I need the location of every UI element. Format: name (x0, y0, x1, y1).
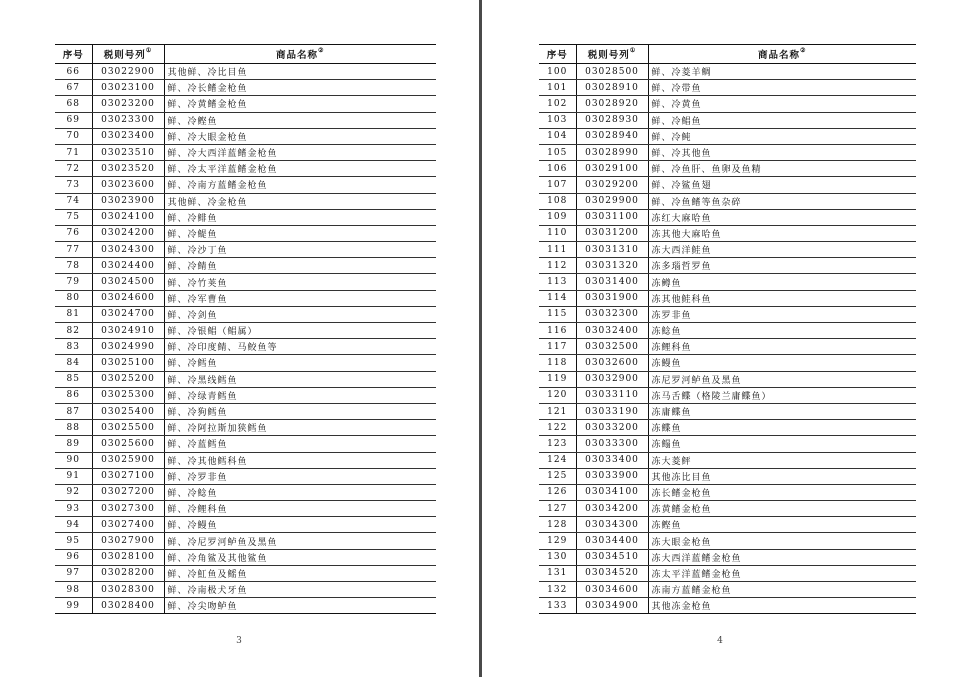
cell-serial-number: 77 (55, 242, 92, 258)
cell-product-name: 鲜、冷黄鳍金枪鱼 (164, 96, 436, 112)
footnote-marker: ① (145, 47, 153, 54)
cell-serial-number: 125 (539, 468, 576, 484)
page-number: 4 (717, 636, 723, 646)
cell-product-name: 鲜、冷阿拉斯加狭鳕鱼 (164, 420, 436, 436)
cell-tariff-code: 03029900 (576, 193, 648, 209)
table-row (55, 339, 436, 355)
cell-tariff-code: 03033190 (576, 403, 648, 419)
table-row (55, 598, 436, 614)
table-row (55, 355, 436, 371)
cell-serial-number: 86 (55, 387, 92, 403)
cell-serial-number: 114 (539, 290, 576, 306)
cell-product-name: 鲜、冷狗鳕鱼 (164, 403, 436, 419)
cell-product-name: 鲜、冷沙丁鱼 (164, 242, 436, 258)
cell-product-name: 鲜、冷鳕鱼 (164, 355, 436, 371)
cell-product-name: 冻鳎鱼 (648, 436, 916, 452)
cell-product-name: 鲜、冷大眼金枪鱼 (164, 128, 436, 144)
table-body-right (539, 64, 916, 614)
header-serial-number: 序号 (55, 45, 92, 64)
cell-tariff-code: 03034200 (576, 501, 648, 517)
cell-product-name: 鲜、冷其他鱼 (648, 144, 916, 160)
table-row (55, 420, 436, 436)
cell-serial-number: 74 (55, 193, 92, 209)
cell-tariff-code: 03031200 (576, 225, 648, 241)
cell-serial-number: 132 (539, 582, 576, 598)
cell-product-name: 冻大眼金枪鱼 (648, 533, 916, 549)
cell-serial-number: 76 (55, 225, 92, 241)
cell-serial-number: 92 (55, 484, 92, 500)
cell-tariff-code: 03034510 (576, 549, 648, 565)
cell-serial-number: 124 (539, 452, 576, 468)
cell-serial-number: 118 (539, 355, 576, 371)
cell-product-name: 冻红大麻哈鱼 (648, 209, 916, 225)
table-row (539, 533, 916, 549)
cell-tariff-code: 03024100 (92, 209, 164, 225)
table-row (55, 403, 436, 419)
cell-tariff-code: 03024700 (92, 306, 164, 322)
cell-serial-number: 109 (539, 209, 576, 225)
document-page-left (0, 0, 479, 677)
table-row (539, 96, 916, 112)
cell-product-name: 冻罗非鱼 (648, 306, 916, 322)
cell-product-name: 其他冻金枪鱼 (648, 598, 916, 614)
cell-serial-number: 113 (539, 274, 576, 290)
cell-product-name: 鲜、冷南极犬牙鱼 (164, 582, 436, 598)
cell-serial-number: 129 (539, 533, 576, 549)
cell-product-name: 鲜、冷鳗鱼 (164, 517, 436, 533)
table-row (539, 468, 916, 484)
cell-serial-number: 84 (55, 355, 92, 371)
cell-serial-number: 101 (539, 80, 576, 96)
table-row (539, 598, 916, 614)
cell-tariff-code: 03028400 (92, 598, 164, 614)
cell-serial-number: 103 (539, 112, 576, 128)
header-tariff-code: 税则号列① (92, 45, 164, 64)
table-row (55, 274, 436, 290)
table-row (539, 436, 916, 452)
cell-tariff-code: 03028300 (92, 582, 164, 598)
cell-serial-number: 110 (539, 225, 576, 241)
cell-product-name: 鲜、冷尼罗河鲈鱼及黑鱼 (164, 533, 436, 549)
cell-product-name: 冻鲣鱼 (648, 517, 916, 533)
table-row (539, 306, 916, 322)
table-row (539, 517, 916, 533)
table-row (55, 565, 436, 581)
cell-product-name: 鲜、冷印度鲭、马鲛鱼等 (164, 339, 436, 355)
table-row (55, 64, 436, 80)
table-row (55, 144, 436, 160)
document-page-right (482, 0, 960, 677)
table-row (539, 193, 916, 209)
cell-serial-number: 66 (55, 64, 92, 80)
table-row (539, 80, 916, 96)
cell-tariff-code: 03024200 (92, 225, 164, 241)
cell-tariff-code: 03023510 (92, 144, 164, 160)
cell-tariff-code: 03029200 (576, 177, 648, 193)
cell-product-name: 鲜、冷太平洋蓝鳍金枪鱼 (164, 161, 436, 177)
table-row (539, 549, 916, 565)
cell-tariff-code: 03034520 (576, 565, 648, 581)
table-row (55, 161, 436, 177)
cell-tariff-code: 03029100 (576, 161, 648, 177)
cell-product-name: 鲜、冷大西洋蓝鳍金枪鱼 (164, 144, 436, 160)
cell-serial-number: 94 (55, 517, 92, 533)
cell-serial-number: 99 (55, 598, 92, 614)
table-row (55, 112, 436, 128)
cell-tariff-code: 03034100 (576, 484, 648, 500)
cell-product-name: 冻尼罗河鲈鱼及黑鱼 (648, 371, 916, 387)
cell-serial-number: 68 (55, 96, 92, 112)
table-row (55, 128, 436, 144)
cell-serial-number: 116 (539, 323, 576, 339)
cell-tariff-code: 03034600 (576, 582, 648, 598)
cell-serial-number: 117 (539, 339, 576, 355)
cell-serial-number: 69 (55, 112, 92, 128)
cell-product-name: 鲜、冷鲶鱼 (164, 484, 436, 500)
cell-serial-number: 90 (55, 452, 92, 468)
cell-serial-number: 128 (539, 517, 576, 533)
table-row (55, 209, 436, 225)
cell-product-name: 其他鲜、冷金枪鱼 (164, 193, 436, 209)
table-row (55, 306, 436, 322)
cell-product-name: 冻鲤科鱼 (648, 339, 916, 355)
cell-product-name: 冻南方蓝鳍金枪鱼 (648, 582, 916, 598)
cell-tariff-code: 03023300 (92, 112, 164, 128)
cell-product-name: 冻鳟鱼 (648, 274, 916, 290)
cell-serial-number: 123 (539, 436, 576, 452)
cell-serial-number: 107 (539, 177, 576, 193)
cell-serial-number: 80 (55, 290, 92, 306)
cell-tariff-code: 03023900 (92, 193, 164, 209)
cell-serial-number: 120 (539, 387, 576, 403)
cell-serial-number: 87 (55, 403, 92, 419)
header-tariff-code: 税则号列① (576, 45, 648, 64)
table-row (539, 144, 916, 160)
cell-tariff-code: 03023100 (92, 80, 164, 96)
cell-tariff-code: 03028990 (576, 144, 648, 160)
table-row (539, 209, 916, 225)
cell-serial-number: 89 (55, 436, 92, 452)
cell-tariff-code: 03027900 (92, 533, 164, 549)
cell-product-name: 鲜、冷鱼肝、鱼卵及鱼精 (648, 161, 916, 177)
cell-product-name: 冻长鳍金枪鱼 (648, 484, 916, 500)
cell-serial-number: 121 (539, 403, 576, 419)
cell-product-name: 鲜、冷鲭鱼 (164, 258, 436, 274)
cell-tariff-code: 03031400 (576, 274, 648, 290)
cell-serial-number: 98 (55, 582, 92, 598)
cell-serial-number: 91 (55, 468, 92, 484)
table-row (539, 177, 916, 193)
cell-tariff-code: 03025600 (92, 436, 164, 452)
cell-product-name: 冻鲽鱼 (648, 420, 916, 436)
table-row (539, 290, 916, 306)
table-row (55, 80, 436, 96)
cell-serial-number: 100 (539, 64, 576, 80)
footnote-marker: ① (629, 47, 637, 54)
cell-tariff-code: 03033400 (576, 452, 648, 468)
table-row (539, 274, 916, 290)
cell-serial-number: 133 (539, 598, 576, 614)
cell-tariff-code: 03024600 (92, 290, 164, 306)
table-row (539, 387, 916, 403)
cell-serial-number: 102 (539, 96, 576, 112)
table-header-row (55, 45, 436, 64)
table-header-row (539, 45, 916, 64)
cell-tariff-code: 03032600 (576, 355, 648, 371)
cell-serial-number: 75 (55, 209, 92, 225)
cell-tariff-code: 03024910 (92, 323, 164, 339)
cell-serial-number: 111 (539, 242, 576, 258)
cell-product-name: 鲜、冷鲱鱼 (164, 209, 436, 225)
cell-tariff-code: 03025100 (92, 355, 164, 371)
cell-product-name: 冻其他鲑科鱼 (648, 290, 916, 306)
cell-serial-number: 122 (539, 420, 576, 436)
cell-product-name: 鲜、冷菱羊鲷 (648, 64, 916, 80)
cell-product-name: 鲜、冷其他鳕科鱼 (164, 452, 436, 468)
cell-tariff-code: 03023600 (92, 177, 164, 193)
table-row (55, 258, 436, 274)
cell-product-name: 鲜、冷鲳鱼 (648, 112, 916, 128)
cell-tariff-code: 03033110 (576, 387, 648, 403)
cell-product-name: 鲜、冷鲣鱼 (164, 112, 436, 128)
cell-product-name: 鲜、冷黑线鳕鱼 (164, 371, 436, 387)
cell-product-name: 其他冻比目鱼 (648, 468, 916, 484)
cell-serial-number: 85 (55, 371, 92, 387)
table-row (539, 403, 916, 419)
table-row (55, 96, 436, 112)
cell-product-name: 冻其他大麻哈鱼 (648, 225, 916, 241)
cell-product-name: 冻大西洋蓝鳍金枪鱼 (648, 549, 916, 565)
tariff-table-right (539, 44, 916, 614)
table-row (539, 128, 916, 144)
cell-serial-number: 70 (55, 128, 92, 144)
cell-product-name: 冻鳗鱼 (648, 355, 916, 371)
cell-tariff-code: 03028910 (576, 80, 648, 96)
table-row (539, 225, 916, 241)
cell-tariff-code: 03032300 (576, 306, 648, 322)
cell-serial-number: 112 (539, 258, 576, 274)
cell-tariff-code: 03023520 (92, 161, 164, 177)
table-row (539, 420, 916, 436)
cell-product-name: 鲜、冷剑鱼 (164, 306, 436, 322)
cell-product-name: 鲜、冷鳀鱼 (164, 225, 436, 241)
table-row (55, 387, 436, 403)
cell-tariff-code: 03028920 (576, 96, 648, 112)
cell-product-name: 冻多瑙哲罗鱼 (648, 258, 916, 274)
cell-serial-number: 72 (55, 161, 92, 177)
table-row (55, 533, 436, 549)
table-row (55, 501, 436, 517)
cell-serial-number: 97 (55, 565, 92, 581)
cell-product-name: 鲜、冷蓝鳕鱼 (164, 436, 436, 452)
cell-tariff-code: 03024300 (92, 242, 164, 258)
table-row (539, 112, 916, 128)
cell-serial-number: 88 (55, 420, 92, 436)
cell-product-name: 鲜、冷尖吻鲈鱼 (164, 598, 436, 614)
cell-tariff-code: 03024500 (92, 274, 164, 290)
table-row (539, 161, 916, 177)
cell-product-name: 鲜、冷银鲳（鲳属） (164, 323, 436, 339)
table-row (539, 371, 916, 387)
cell-tariff-code: 03024400 (92, 258, 164, 274)
header-product-name: 商品名称② (648, 45, 916, 64)
table-row (55, 242, 436, 258)
cell-serial-number: 67 (55, 80, 92, 96)
footnote-marker: ② (800, 47, 807, 54)
table-row (55, 549, 436, 565)
table-row (539, 355, 916, 371)
table-row (55, 436, 436, 452)
cell-serial-number: 79 (55, 274, 92, 290)
footnote-marker: ② (318, 47, 325, 54)
table-row (539, 64, 916, 80)
cell-tariff-code: 03025300 (92, 387, 164, 403)
table-row (539, 242, 916, 258)
cell-product-name: 鲜、冷黄鱼 (648, 96, 916, 112)
cell-tariff-code: 03028100 (92, 549, 164, 565)
cell-serial-number: 78 (55, 258, 92, 274)
cell-serial-number: 130 (539, 549, 576, 565)
cell-product-name: 鲜、冷南方蓝鳍金枪鱼 (164, 177, 436, 193)
cell-tariff-code: 03025400 (92, 403, 164, 419)
cell-tariff-code: 03025200 (92, 371, 164, 387)
cell-product-name: 冻鲶鱼 (648, 323, 916, 339)
header-product-name: 商品名称② (164, 45, 436, 64)
table-row (539, 501, 916, 517)
table-row (55, 468, 436, 484)
cell-product-name: 鲜、冷罗非鱼 (164, 468, 436, 484)
cell-serial-number: 73 (55, 177, 92, 193)
cell-tariff-code: 03032900 (576, 371, 648, 387)
cell-tariff-code: 03028930 (576, 112, 648, 128)
cell-product-name: 冻大菱鲆 (648, 452, 916, 468)
cell-product-name: 其他鲜、冷比目鱼 (164, 64, 436, 80)
table-body-left (55, 64, 436, 614)
cell-tariff-code: 03031320 (576, 258, 648, 274)
cell-serial-number: 106 (539, 161, 576, 177)
cell-serial-number: 81 (55, 306, 92, 322)
table-row (55, 323, 436, 339)
table-row (55, 517, 436, 533)
table-row (55, 290, 436, 306)
table-row (539, 484, 916, 500)
cell-product-name: 鲜、冷长鳍金枪鱼 (164, 80, 436, 96)
cell-product-name: 鲜、冷魟鱼及鳐鱼 (164, 565, 436, 581)
table-row (55, 193, 436, 209)
cell-tariff-code: 03024990 (92, 339, 164, 355)
cell-serial-number: 71 (55, 144, 92, 160)
cell-serial-number: 96 (55, 549, 92, 565)
cell-tariff-code: 03027300 (92, 501, 164, 517)
cell-tariff-code: 03033900 (576, 468, 648, 484)
cell-serial-number: 108 (539, 193, 576, 209)
page-number: 3 (236, 636, 242, 646)
table-row (539, 582, 916, 598)
cell-tariff-code: 03031100 (576, 209, 648, 225)
cell-tariff-code: 03025500 (92, 420, 164, 436)
cell-serial-number: 126 (539, 484, 576, 500)
cell-tariff-code: 03032400 (576, 323, 648, 339)
cell-product-name: 冻马舌鲽（格陵兰庸鲽鱼） (648, 387, 916, 403)
cell-tariff-code: 03031310 (576, 242, 648, 258)
table-row (55, 177, 436, 193)
cell-product-name: 冻大西洋鲑鱼 (648, 242, 916, 258)
cell-product-name: 冻庸鲽鱼 (648, 403, 916, 419)
cell-tariff-code: 03033300 (576, 436, 648, 452)
cell-tariff-code: 03028500 (576, 64, 648, 80)
cell-serial-number: 131 (539, 565, 576, 581)
cell-serial-number: 83 (55, 339, 92, 355)
cell-tariff-code: 03034900 (576, 598, 648, 614)
cell-product-name: 鲜、冷带鱼 (648, 80, 916, 96)
cell-product-name: 鲜、冷鲨鱼翅 (648, 177, 916, 193)
cell-product-name: 鲜、冷角鲨及其他鲨鱼 (164, 549, 436, 565)
cell-tariff-code: 03025900 (92, 452, 164, 468)
cell-tariff-code: 03023200 (92, 96, 164, 112)
cell-tariff-code: 03033200 (576, 420, 648, 436)
cell-serial-number: 115 (539, 306, 576, 322)
table-row (55, 484, 436, 500)
cell-tariff-code: 03034400 (576, 533, 648, 549)
table-row (539, 258, 916, 274)
cell-product-name: 冻黄鳍金枪鱼 (648, 501, 916, 517)
cell-serial-number: 95 (55, 533, 92, 549)
cell-serial-number: 127 (539, 501, 576, 517)
cell-product-name: 鲜、冷绿青鳕鱼 (164, 387, 436, 403)
cell-tariff-code: 03027200 (92, 484, 164, 500)
table-row (55, 452, 436, 468)
cell-serial-number: 93 (55, 501, 92, 517)
cell-tariff-code: 03028200 (92, 565, 164, 581)
cell-product-name: 冻太平洋蓝鳍金枪鱼 (648, 565, 916, 581)
cell-serial-number: 104 (539, 128, 576, 144)
cell-tariff-code: 03028940 (576, 128, 648, 144)
header-serial-number: 序号 (539, 45, 576, 64)
tariff-table-left (55, 44, 436, 614)
cell-product-name: 鲜、冷军曹鱼 (164, 290, 436, 306)
cell-product-name: 鲜、冷鱼鳍等鱼杂碎 (648, 193, 916, 209)
cell-tariff-code: 03034300 (576, 517, 648, 533)
cell-tariff-code: 03032500 (576, 339, 648, 355)
cell-tariff-code: 03027100 (92, 468, 164, 484)
cell-tariff-code: 03031900 (576, 290, 648, 306)
cell-tariff-code: 03022900 (92, 64, 164, 80)
cell-tariff-code: 03023400 (92, 128, 164, 144)
cell-product-name: 鲜、冷鲀 (648, 128, 916, 144)
table-row (55, 582, 436, 598)
table-row (55, 225, 436, 241)
table-row (539, 323, 916, 339)
cell-product-name: 鲜、冷竹荚鱼 (164, 274, 436, 290)
cell-serial-number: 105 (539, 144, 576, 160)
table-row (539, 452, 916, 468)
cell-serial-number: 82 (55, 323, 92, 339)
cell-tariff-code: 03027400 (92, 517, 164, 533)
table-row (55, 371, 436, 387)
table-row (539, 565, 916, 581)
cell-serial-number: 119 (539, 371, 576, 387)
cell-product-name: 鲜、冷鲤科鱼 (164, 501, 436, 517)
table-row (539, 339, 916, 355)
